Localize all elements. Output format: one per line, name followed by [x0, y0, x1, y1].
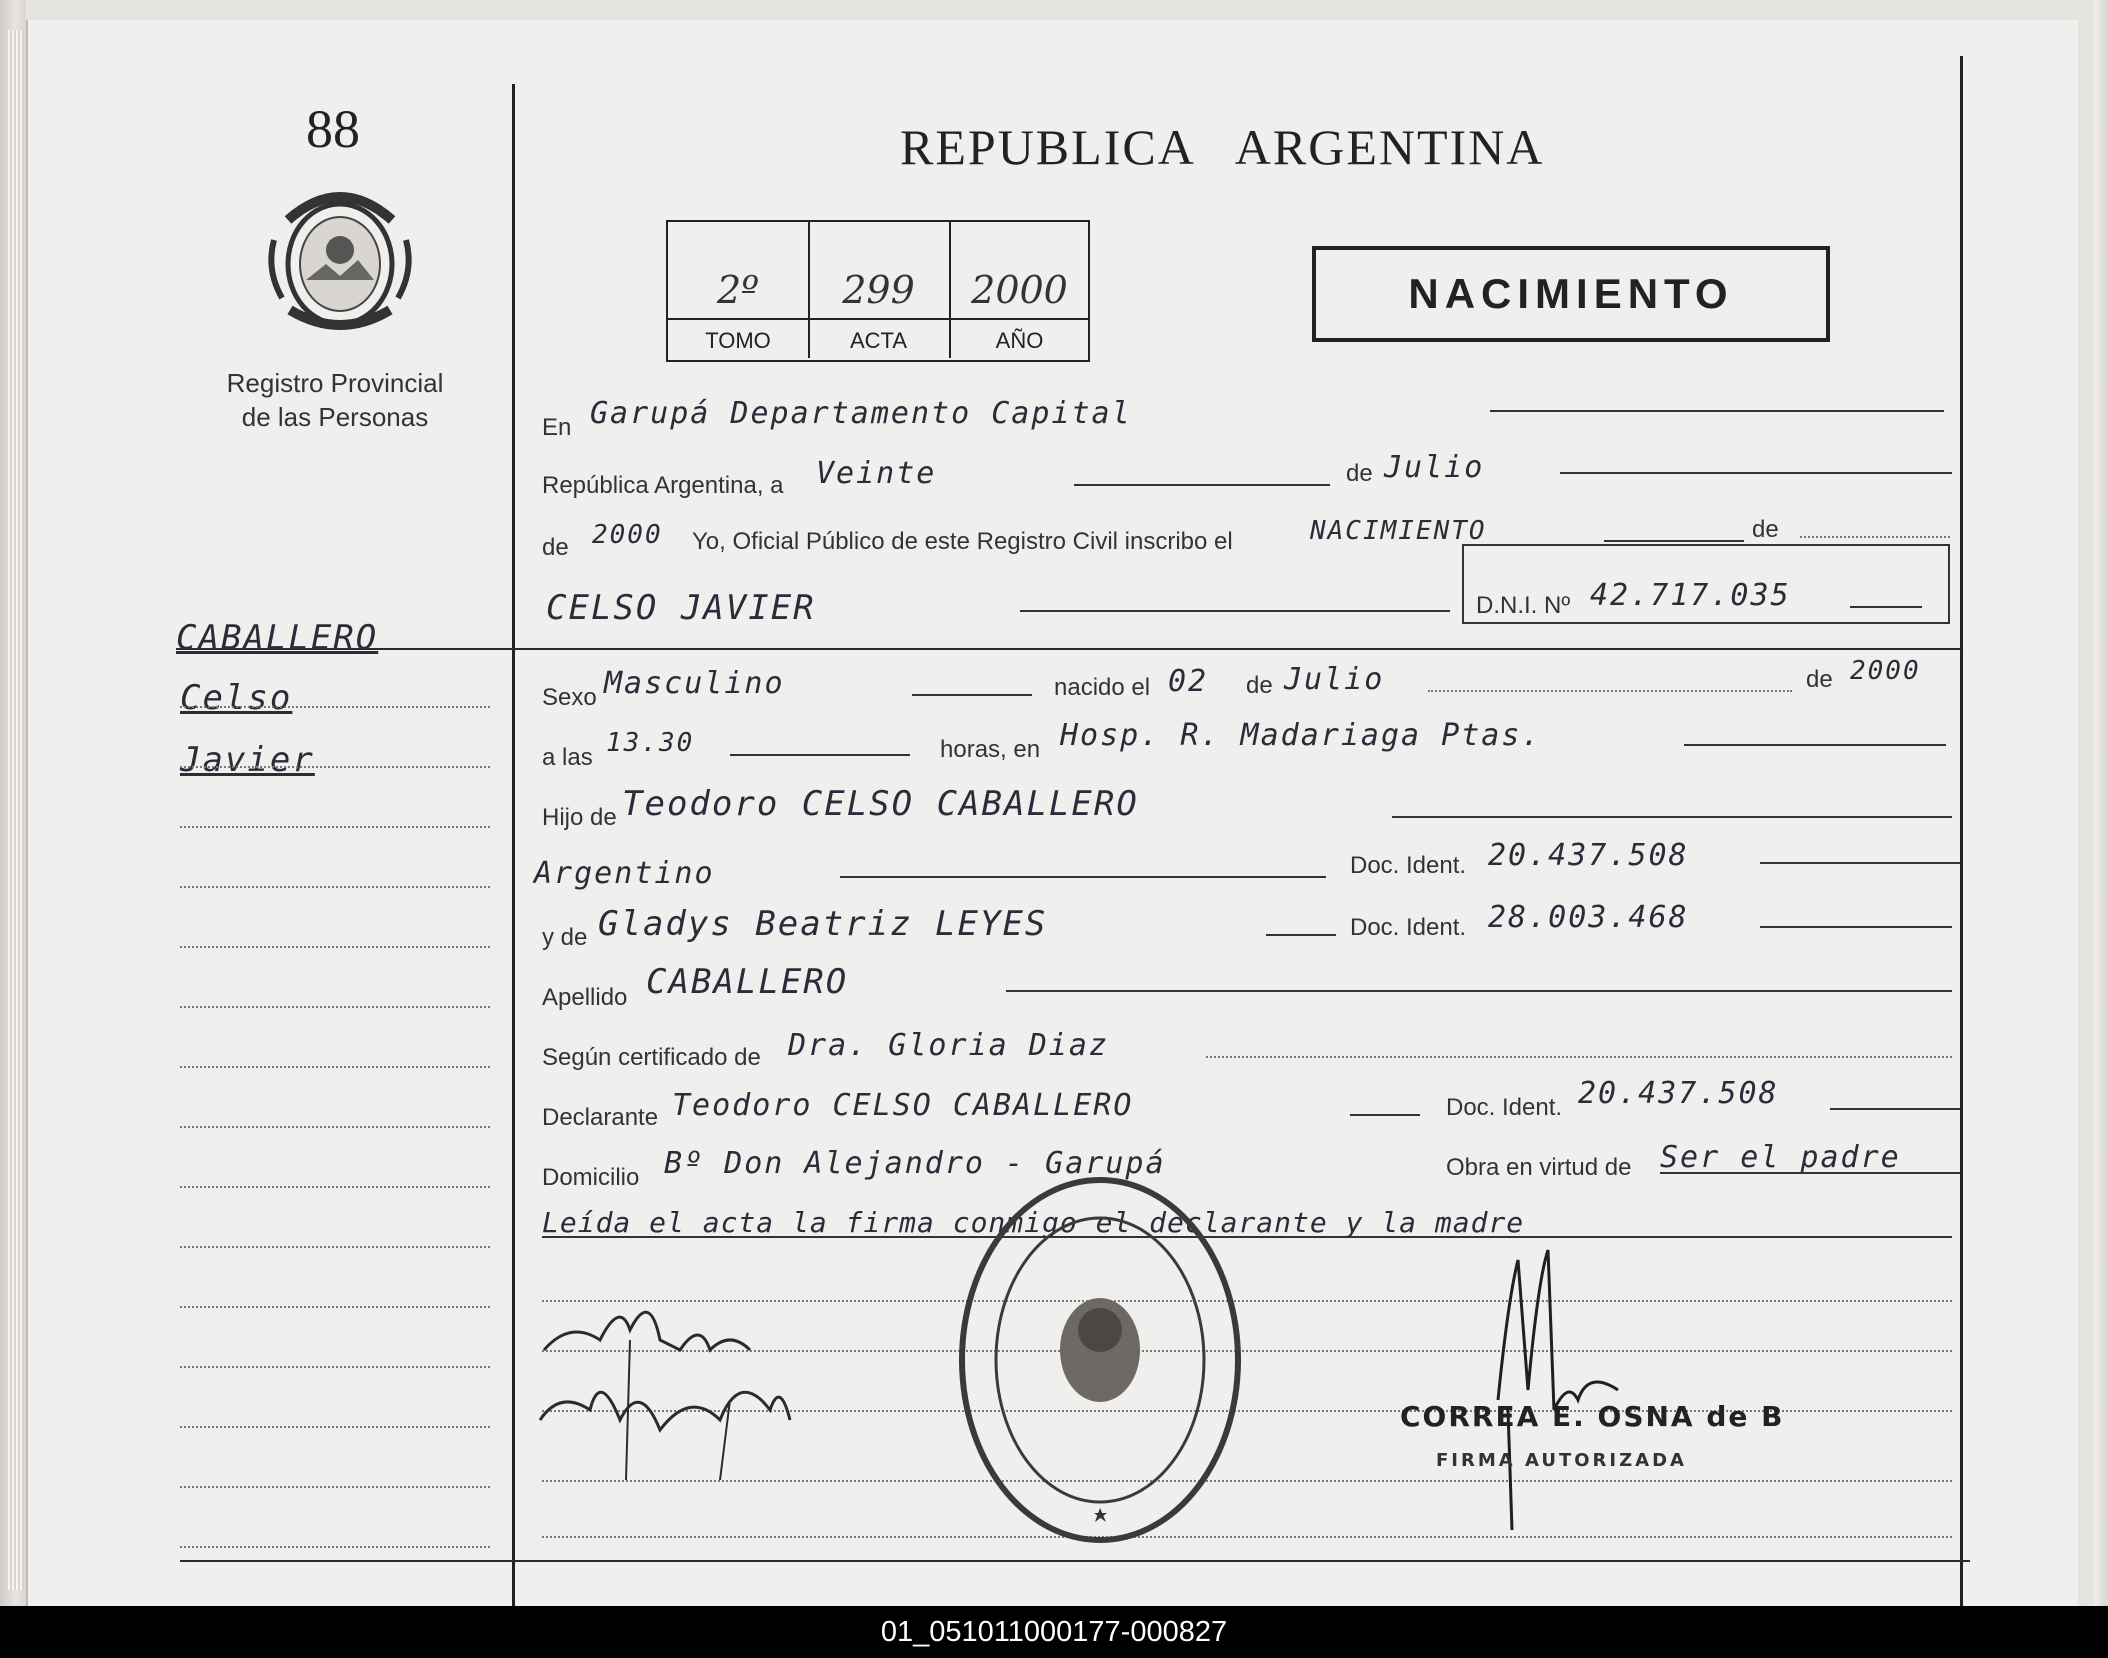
rule: [1006, 990, 1952, 992]
page-edges: [8, 30, 24, 1590]
margin-rule: [180, 1246, 490, 1248]
bottom-divider: [180, 1560, 1970, 1562]
rule: [1760, 862, 1960, 864]
rule: [1800, 536, 1950, 538]
label-dni: D.N.I. Nº: [1476, 592, 1571, 619]
label-apellido: Apellido: [542, 984, 628, 1011]
margin-rule: [180, 1006, 490, 1008]
value-anio: 2000: [592, 520, 663, 550]
anio-value: 2000: [971, 268, 1068, 312]
registry-line-1: Registro Provincial: [226, 368, 444, 398]
margin-rule: [180, 946, 490, 948]
margin-given-1: Celso: [180, 678, 293, 718]
margin-rule: [180, 1186, 490, 1188]
acta-value: 299: [842, 268, 915, 312]
value-dia-letras: Veinte: [816, 456, 937, 491]
margin-rule: [180, 886, 490, 888]
label-domicilio: Domicilio: [542, 1164, 640, 1191]
margin-given-2: Javier: [180, 740, 315, 780]
rule: [912, 694, 1032, 696]
value-nacido-dia: 02: [1168, 664, 1209, 699]
registry-line-2: de las Personas: [241, 402, 429, 432]
value-declarante: Teodoro CELSO CABALLERO: [672, 1088, 1134, 1123]
rule: [1020, 610, 1450, 612]
value-lugar-nac: Hosp. R. Madariaga Ptas.: [1060, 718, 1542, 753]
tomo-label: TOMO: [705, 328, 771, 353]
value-nacido-mes: Julio: [1284, 662, 1385, 697]
official-signature: [1468, 1240, 1628, 1540]
page-right-edge: [2094, 0, 2108, 1606]
label-de-nacido-mes: de: [1246, 672, 1273, 699]
value-mes: Julio: [1384, 450, 1485, 485]
label-hijo-de: Hijo de: [542, 804, 617, 831]
right-border: [1960, 56, 1963, 1606]
rule: [1392, 816, 1952, 818]
rule: [840, 876, 1326, 878]
value-sexo: Masculino: [604, 666, 785, 701]
parents-signatures: [530, 1280, 800, 1500]
rule: [1266, 934, 1336, 936]
value-hora: 13.30: [606, 728, 695, 758]
value-dni: 42.717.035: [1590, 578, 1791, 613]
value-padre: Teodoro CELSO CABALLERO: [622, 784, 1139, 824]
section-divider: [176, 648, 1962, 650]
act-reference-table: [666, 220, 1090, 362]
label-de-anio: de: [542, 534, 569, 561]
value-madre-doc: 28.003.468: [1488, 900, 1689, 935]
rule: [1350, 1114, 1420, 1116]
value-certificado: Dra. Gloria Diaz: [788, 1028, 1109, 1063]
value-inscripcion: NACIMIENTO: [1310, 516, 1487, 546]
label-nacido-el: nacido el: [1054, 674, 1151, 701]
anio-label: AÑO: [995, 328, 1044, 353]
label-de-mes: de: [1346, 460, 1373, 487]
label-de-nacido-anio: de: [1806, 666, 1833, 693]
page-number: 88: [306, 99, 360, 159]
margin-rule: [180, 1306, 490, 1308]
margin-rule: [180, 766, 490, 768]
margin-rule: [180, 1126, 490, 1128]
registry-name: [180, 366, 490, 434]
value-madre: Gladys Beatriz LEYES: [598, 904, 1048, 944]
rule: [1830, 1108, 1960, 1110]
label-doc-ident-madre: Doc. Ident.: [1350, 914, 1467, 941]
label-doc-ident-declarante: Doc. Ident.: [1446, 1094, 1563, 1121]
value-cierre: Leída el acta la firma conmigo el declarante y la madre: [542, 1206, 1525, 1239]
value-lugar: Garupá Departamento Capital: [590, 396, 1132, 431]
value-obra: Ser el padre: [1660, 1140, 1901, 1175]
margin-rule: [180, 1546, 490, 1548]
value-nombre: CELSO JAVIER: [546, 588, 816, 628]
margin-rule: [180, 1486, 490, 1488]
value-padre-nacionalidad: Argentino: [534, 856, 715, 891]
label-y-de: y de: [542, 924, 588, 951]
rule: [1850, 606, 1922, 608]
province-coat-of-arms-icon: [266, 180, 414, 340]
official-title: FIRMA AUTORIZADA: [1436, 1450, 1687, 1471]
margin-rule: [180, 1426, 490, 1428]
rule: [730, 754, 910, 756]
margin-rule: [180, 1066, 490, 1068]
label-declarante: Declarante: [542, 1104, 659, 1131]
anio-cell: [951, 222, 1088, 358]
rule: [1684, 744, 1946, 746]
acta-cell: [808, 222, 951, 358]
rule: [1428, 690, 1792, 692]
act-type-box: NACIMIENTO: [1312, 246, 1830, 342]
label-a-las: a las: [542, 744, 593, 771]
rule: [1490, 410, 1944, 412]
tomo-cell: [668, 222, 810, 358]
rule: [1560, 472, 1952, 474]
label-doc-ident-padre: Doc. Ident.: [1350, 852, 1467, 879]
left-column-divider: [512, 84, 515, 1606]
label-sexo: Sexo: [542, 684, 597, 711]
country-title: REPUBLICA ARGENTINA: [900, 119, 1545, 175]
document-id-footer: 01_051011000177-000827: [0, 1606, 2108, 1658]
margin-rule: [180, 826, 490, 828]
value-nacido-anio: 2000: [1850, 656, 1921, 686]
label-yo-oficial: Yo, Oficial Público de este Registro Civil inscribo el: [692, 528, 1233, 555]
margin-rule: [180, 706, 490, 708]
rule: [1604, 540, 1744, 542]
tomo-value: 2º: [716, 268, 760, 312]
label-republica: República Argentina, a: [542, 472, 784, 499]
margin-surname: CABALLERO: [176, 618, 379, 658]
label-en: En: [542, 414, 572, 441]
value-apellido: CABALLERO: [646, 962, 849, 1002]
official-name: CORREA E. OSNA de B: [1400, 1400, 1785, 1433]
value-padre-doc: 20.437.508: [1488, 838, 1689, 873]
value-domicilio: Bº Don Alejandro - Garupá: [664, 1146, 1166, 1181]
rule: [1660, 1172, 1960, 1174]
label-obra-en-virtud: Obra en virtud de: [1446, 1154, 1632, 1181]
label-horas-en: horas, en: [940, 736, 1041, 763]
rule: [1760, 926, 1952, 928]
label-de-end: de: [1752, 516, 1779, 543]
rule: [1206, 1056, 1952, 1058]
registry-stamp: [950, 1170, 1250, 1550]
label-segun-certificado: Según certificado de: [542, 1044, 761, 1071]
margin-rule: [180, 1366, 490, 1368]
acta-label: ACTA: [849, 328, 908, 353]
value-declarante-doc: 20.437.508: [1578, 1076, 1779, 1111]
rule: [1074, 484, 1330, 486]
